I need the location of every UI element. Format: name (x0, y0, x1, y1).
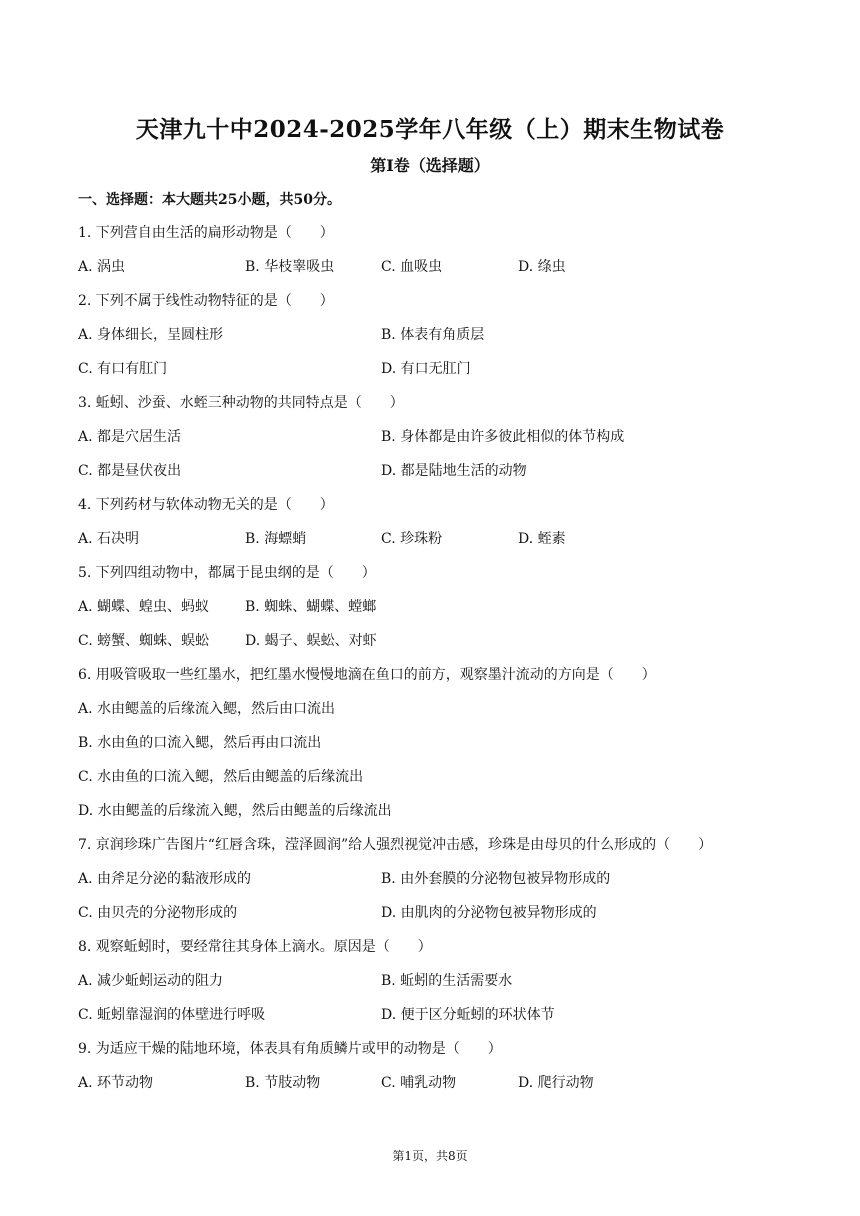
option-row (78, 357, 798, 391)
part-subtitle: 第I卷（选择题） (370, 156, 490, 175)
answer-option: D. 绦虫 (518, 259, 566, 275)
question-text: 6. 用吸管吸取一些红墨水，把红墨水慢慢地滴在鱼口的前方，观察墨汁流动的方向是（ ） (78, 667, 656, 683)
answer-option: B. 蚯蚓的生活需要水 (381, 973, 513, 989)
section-heading: 一、选择题：本大题共25小题，共50分。 (78, 192, 341, 208)
option-row (78, 901, 798, 935)
answer-option: B. 节肢动物 (245, 1075, 321, 1091)
option-row (78, 255, 798, 289)
answer-option: A. 身体细长，呈圆柱形 (78, 327, 224, 343)
option-row (78, 527, 798, 561)
answer-option: A. 环节动物 (78, 1075, 154, 1091)
option-row (78, 1071, 798, 1105)
option-row (78, 697, 798, 731)
question-text: 4. 下列药材与软体动物无关的是（ ） (78, 497, 334, 513)
question-block (78, 1037, 798, 1105)
exam-title: 天津九十中2024-2025学年八年级（上）期末生物试卷 (135, 116, 725, 143)
option-row (78, 765, 798, 799)
answer-option: B. 由外套膜的分泌物包被异物形成的 (381, 871, 611, 887)
question-text: 1. 下列营自由生活的扁形动物是（ ） (78, 225, 334, 241)
answer-option: D. 便于区分蚯蚓的环状体节 (381, 1007, 555, 1023)
answer-option: A. 都是穴居生活 (78, 429, 182, 445)
option-row (78, 459, 798, 493)
answer-option: B. 水由鱼的口流入鳃，然后再由口流出 (78, 735, 322, 751)
answer-option: C. 由贝壳的分泌物形成的 (78, 905, 238, 921)
answer-option: D. 爬行动物 (518, 1075, 594, 1091)
answer-option: B. 体表有角质层 (381, 327, 485, 343)
answer-option: B. 海螵蛸 (245, 531, 307, 547)
option-row (78, 969, 798, 1003)
question-text: 7. 京润珍珠广告图片“红唇含珠，滢泽圆润”给人强烈视觉冲击感，珍珠是由母贝的什么形成的（ ） (78, 837, 713, 853)
question-text: 9. 为适应干燥的陆地环境，体表具有角质鳞片或甲的动物是（ ） (78, 1041, 502, 1057)
answer-option: C. 都是昼伏夜出 (78, 463, 182, 479)
answer-option: B. 蜘蛛、蝴蝶、螳螂 (245, 599, 377, 615)
question-block (78, 663, 798, 833)
option-row (78, 425, 798, 459)
answer-option: A. 石决明 (78, 531, 140, 547)
answer-option: D. 都是陆地生活的动物 (381, 463, 527, 479)
answer-option: B. 身体都是由许多彼此相似的体节构成 (381, 429, 625, 445)
option-row (78, 629, 798, 663)
question-block (78, 289, 798, 391)
exam-content (78, 188, 798, 1105)
answer-option: D. 蝎子、蜈蚣、对虾 (245, 633, 377, 649)
question-block (78, 493, 798, 561)
option-row (78, 1003, 798, 1037)
answer-option: A. 涡虫 (78, 259, 126, 275)
option-row (78, 595, 798, 629)
answer-option: C. 螃蟹、蜘蛛、蜈蚣 (78, 633, 210, 649)
answer-option: A. 蝴蝶、蝗虫、蚂蚁 (78, 599, 210, 615)
answer-option: A. 由斧足分泌的黏液形成的 (78, 871, 252, 887)
question-block (78, 221, 798, 289)
question-block (78, 833, 798, 935)
answer-option: D. 有口无肛门 (381, 361, 471, 377)
question-block (78, 935, 798, 1037)
answer-option: C. 血吸虫 (381, 259, 443, 275)
question-text: 2. 下列不属于线性动物特征的是（ ） (78, 293, 334, 309)
option-row (78, 867, 798, 901)
question-text: 3. 蚯蚓、沙蚕、水蛭三种动物的共同特点是（ ） (78, 395, 404, 411)
answer-option: B. 华枝睾吸虫 (245, 259, 335, 275)
question-text: 5. 下列四组动物中，都属于昆虫纲的是（ ） (78, 565, 376, 581)
question-text: 8. 观察蚯蚓时，要经常往其身体上滴水。原因是（ ） (78, 939, 432, 955)
answer-option: C. 珍珠粉 (381, 531, 443, 547)
answer-option: D. 水由鳃盖的后缘流入鳃，然后由鳃盖的后缘流出 (78, 803, 392, 819)
question-block (78, 561, 798, 663)
answer-option: C. 哺乳动物 (381, 1075, 457, 1091)
answer-option: A. 减少蚯蚓运动的阻力 (78, 973, 224, 989)
option-row (78, 731, 798, 765)
question-block (78, 391, 798, 493)
question-list (78, 221, 798, 1105)
page-footer: 第1页，共8页 (392, 1149, 468, 1163)
answer-option: C. 有口有肛门 (78, 361, 168, 377)
option-row (78, 323, 798, 357)
answer-option: A. 水由鳃盖的后缘流入鳃，然后由口流出 (78, 701, 336, 717)
answer-option: D. 蛭素 (518, 531, 566, 547)
answer-option: C. 水由鱼的口流入鳃，然后由鳃盖的后缘流出 (78, 769, 364, 785)
answer-option: D. 由肌肉的分泌物包被异物形成的 (381, 905, 597, 921)
option-row (78, 799, 798, 833)
answer-option: C. 蚯蚓靠湿润的体壁进行呼吸 (78, 1007, 266, 1023)
